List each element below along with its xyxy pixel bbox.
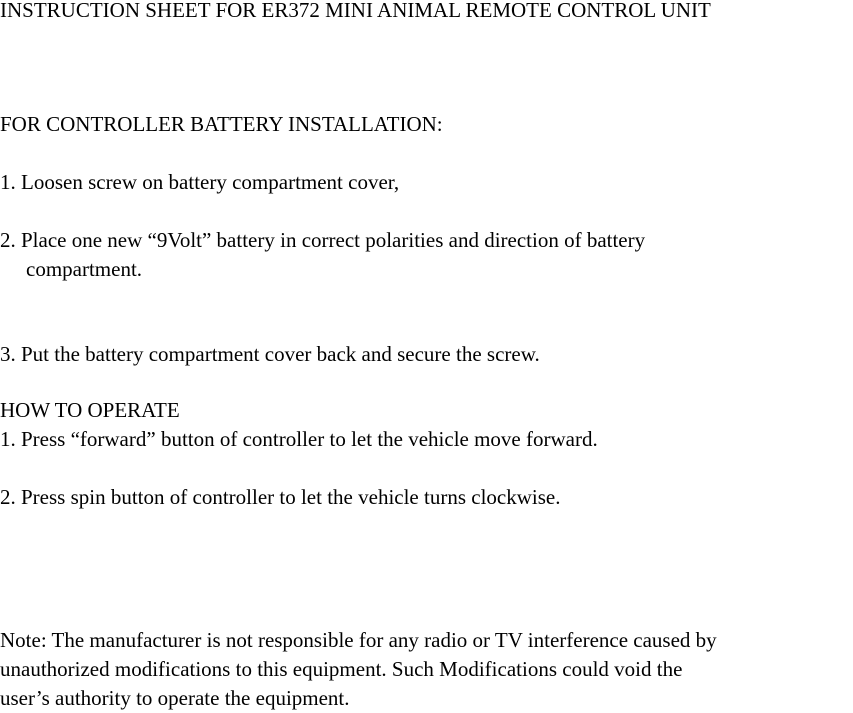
battery-step-1: 1. Loosen screw on battery compartment cover, xyxy=(0,170,400,194)
note-line-1: Note: The manufacturer is not responsible for any radio or TV interference caused by xyxy=(0,628,717,652)
battery-step-3: 3. Put the battery compartment cover back and secure the screw. xyxy=(0,342,540,366)
battery-step-2-continued: compartment. xyxy=(26,257,143,281)
operate-step-2: 2. Press spin button of controller to let the vehicle turns clockwise. xyxy=(0,485,561,509)
operate-step-1: 1. Press “forward” button of controller to let the vehicle move forward. xyxy=(0,427,598,451)
note-line-3: user’s authority to operate the equipment. xyxy=(0,686,350,710)
operate-section-heading: HOW TO OPERATE xyxy=(0,398,180,422)
note-line-2: unauthorized modifications to this equipment. Such Modifications could void the xyxy=(0,657,683,681)
battery-step-2: 2. Place one new “9Volt” battery in correct polarities and direction of battery xyxy=(0,228,646,252)
battery-section-heading: FOR CONTROLLER BATTERY INSTALLATION: xyxy=(0,112,443,136)
document-title: INSTRUCTION SHEET FOR ER372 MINI ANIMAL REMOTE CONTROL UNIT xyxy=(0,0,711,22)
